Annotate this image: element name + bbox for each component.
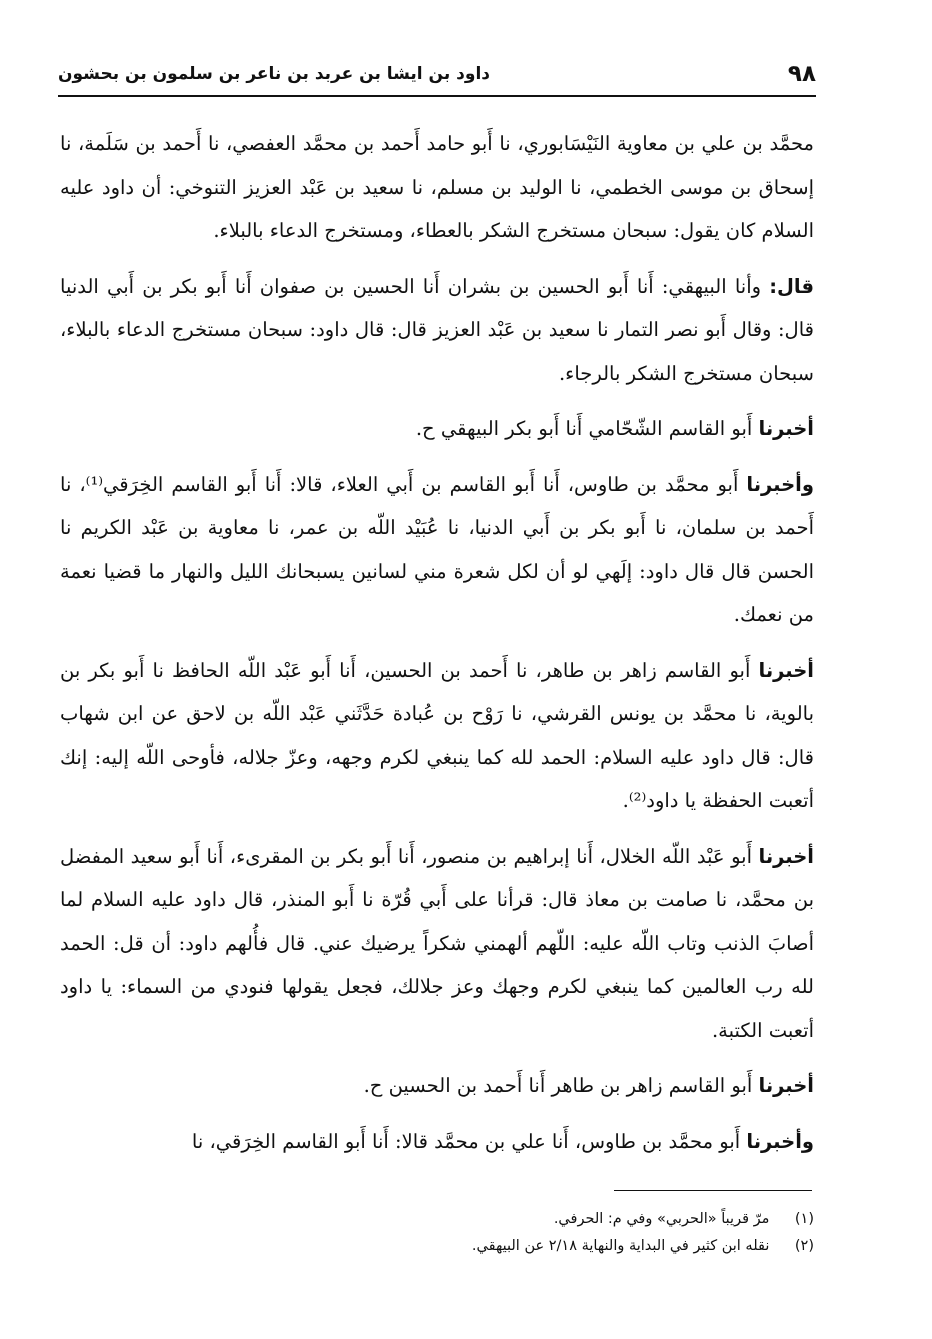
footnote-text: مرّ قريباً «الحربي» وفي م: الحرفي. [553, 1211, 770, 1227]
paragraph-lead-word: أخبرنا [758, 844, 814, 868]
paragraph [60, 407, 814, 451]
paragraph-lead-word: وأخبرنا [746, 472, 814, 496]
paragraph-text: أَبو القاسم زاهر بن طاهر أَنا أَحمد بن الحسين ح. [363, 1074, 759, 1097]
paragraph-lead-word: قال: [769, 274, 814, 298]
footnote-separator [614, 1190, 812, 1191]
paragraph [60, 649, 814, 823]
paragraph [60, 122, 814, 253]
footnotes [60, 1206, 814, 1260]
paragraph-lead-word: وأخبرنا [746, 1129, 814, 1153]
footnote [60, 1233, 814, 1260]
paragraph-text: محمَّد بن علي بن معاوية النَيْسَابوري، نا أَبو حامد أَحمد بن محمَّد العفصي، نا أَحمد بن سَلَمة، نا إسحاق بن موسى الخطمي، نا الوليد بن مسلم، نا سعيد بن عَبْد العزيز التنوخي: أن داود عليه السلام كان يقول: سبحان مستخرج الشكر بالعطاء، ومستخرج الدعاء بالبلاء. [60, 132, 814, 242]
paragraph [60, 835, 814, 1053]
paragraph [60, 463, 814, 637]
footnote-number: (١) [794, 1211, 814, 1227]
paragraph-text: أَبو عَبْد اللّه الخلال، أَنا إبراهيم بن منصور، أَنا أَبو بكر بن المقرىء، أَنا أَبو سعيد المفضل بن محمَّد، نا صامت بن معاذ قال: قرأنا على أَبي قُرّة نا أَبو المنذر، قال داود عليه السلام لما أصابَ الذنب وتاب اللّه عليه: اللّهم ألهمني شكراً يرضيك عني. قال فأُلهم داود: أن قل: الحمد لله رب العالمين كما ينبغي لكرم وجهك وعز جلالك، فجعل يقولها فنودي من السماء: يا داود أتعبت الكتبة. [60, 844, 814, 1042]
paragraph-text: أَبو القاسم زاهر بن طاهر، نا أَحمد بن الحسين، أَنا أَبو عَبْد اللّه الحافظ نا أَبو بكر بن بالوية، نا محمَّد بن يونس القرشي، نا رَوْح بن عُبادة حَدَّثَني عَبْد اللّه بن لاحق عن ابن شهاب قال: قال داود عليه السلام: الحمد لله كما ينبغي لكرم وجهه، وعزّ جلاله، فأوحى اللّه إليه: إنك أتعبت الحفظة يا داود⁽²⁾. [60, 658, 814, 812]
paragraph [60, 1064, 814, 1108]
paragraph [60, 1120, 814, 1164]
header-rule [58, 95, 816, 97]
footnote-number: (٢) [794, 1238, 814, 1254]
paragraph-text: أَبو محمَّد بن طاوس، أَنا أَبو القاسم بن أَبي العلاء، قالا: أَنا أَبو القاسم الخِرَقي⁽¹⁾، نا أَحمد بن سلمان، نا أَبو بكر بن أَبي الدنيا، نا عُبَيْد اللّه بن عمر، نا معاوية بن عَبْد الكريم نا الحسن قال قال داود: إلَهي لو أن لكل شعرة مني لسانين يسبحانك الليل والنهار ما قضيا نعمة من نعمك. [60, 472, 814, 626]
paragraph-lead-word: أخبرنا [758, 1074, 814, 1097]
paragraph [60, 265, 814, 396]
footnote-text: نقله ابن كثير في البداية والنهاية ٢/١٨ عن البيهقي. [471, 1238, 770, 1254]
paragraph-lead-word: أخبرنا [758, 658, 814, 682]
page-header [58, 58, 816, 94]
running-head: داود بن ايشا بن عربد بن ناعر بن سلمون بن بحشون [58, 64, 490, 84]
paragraph-text: أَبو محمَّد بن طاوس، أَنا علي بن محمَّد قالا: أَنا أَبو القاسم الخِرَقي، نا [191, 1129, 747, 1153]
paragraph-lead-word: أخبرنا [758, 417, 814, 440]
page-number: ٩٨ [787, 61, 816, 87]
paragraph-text: وأنا البيهقي: أَنا أَبو الحسين بن بشران أَنا الحسين بن صفوان أَنا أَبو بكر بن أَبي الدنيا قال: وقال أَبو نصر التمار نا سعيد بن عَبْد العزيز قال: قال داود: سبحان مستخرج الدعاء بالبلاء، سبحان مستخرج الشكر بالرجاء. [60, 274, 814, 385]
paragraph-text: أَبو القاسم الشّحّامي أَنا أَبو بكر البيهقي ح. [415, 417, 759, 440]
body-text [60, 122, 814, 1175]
footnote [60, 1206, 814, 1233]
